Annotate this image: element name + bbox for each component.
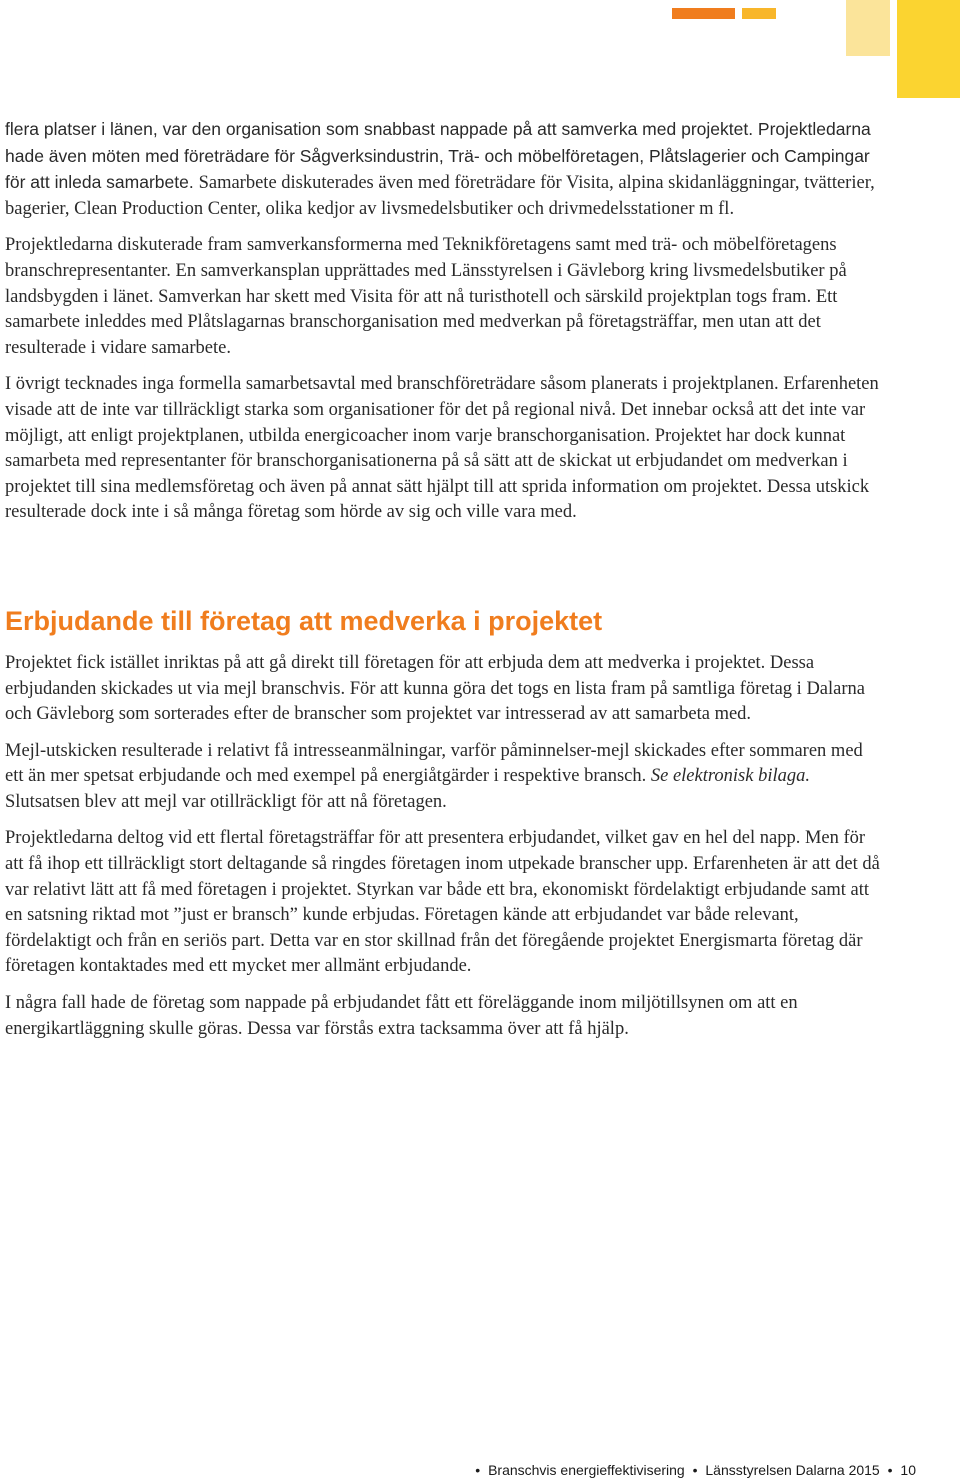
footer-bullet: • [887, 1462, 893, 1478]
paragraph-collaboration [5, 117, 885, 222]
paragraph-mail-results-start: Mejl-utskicken resulterade i relativt få intresseanmälningar, varför påminnelser-mejl skickades efter sommaren med ett än mer spetsat erbjudande och med exempel på energiåtgärder i respektive bransch. [5, 740, 863, 787]
document-body [5, 117, 885, 1053]
paragraph-cooperation-forms: Projektledarna diskuterade fram samverkansformerna med Teknikföretagens samt med trä- och möbelföretagens branschrepresentanter. En samverkansplan upprättades med Länsstyrelsen i Gävleborg kring livsmedelsbutiker på landsbygden i länet. Samverkan har skett med Visita för att nå turisthotell och särskild projektplan togs fram. Ett samarbete inleddes med Plåtslagarnas branschorganisation med medverkan på företagsträffar, men utan att det resulterade i vidare samarbete. [5, 235, 847, 358]
electronic-appendix-reference: Se elektronisk bilaga. [650, 766, 810, 787]
decorative-bar-orange [672, 8, 735, 19]
paragraph-mail-results [5, 739, 885, 816]
footer-bullet: • [692, 1462, 698, 1478]
footer-document-title: Branschvis energieffektivisering [488, 1462, 685, 1478]
decorative-block-yellow [897, 0, 960, 98]
paragraph-agreements: I övrigt tecknades inga formella samarbetsavtal med branschföreträdare såsom planerats i projektplanen. Erfarenheten visade att de inte var tillräckligt starka som organisationer för det på regional nivå. Det innebar också att det inte var möjligt, att enligt projektplanen, utbilda energicoacher inom varje branschorganisation. Projektet har dock kunnat samarbeta med representanter för branschorganisationerna på så sätt att de skickat ut erbjudandet om medverkan i projektet till sina medlemsföretag och även på annat sätt hjälpt till att sprida information om projektet. Dessa utskick resulterade dock inte i så många företag som hörde av sig och ville vara med. [5, 374, 879, 523]
paragraph-collaboration-sans: flera platser i länen, var den organisation som snabbast nappade på att samverka med projektet. Projektledarna hade även möten med företrädare för Sågverksindustrin, Trä- och möbelföretagen, Plåtslagerier och Campingar för att inleda samarbete. [5, 119, 871, 193]
paragraph-mail-results-end: Slutsatsen blev att mejl var otillräckligt för att nå företagen. [5, 791, 447, 812]
decorative-block-pale-yellow [846, 0, 890, 56]
section-spacer [5, 537, 885, 603]
footer-publisher: Länsstyrelsen Dalarna 2015 [705, 1462, 880, 1478]
section-heading: Erbjudande till företag att medverka i projektet [5, 605, 603, 636]
decorative-bar-light-orange [742, 8, 776, 19]
page-footer [471, 1462, 916, 1478]
paragraph-injunctions: I några fall hade de företag som nappade på erbjudandet fått ett föreläggande inom miljötillsynen om att en energikartläggning skulle göras. Dessa var förstås extra tacksamma över att få hjälp. [5, 993, 798, 1039]
paragraph-direct-offer: Projektet fick istället inriktas på att gå direkt till företagen för att erbjuda dem att medverka i projektet. Dessa erbjudanden skickades ut via mejl branschvis. För att kunna göra det togs en lista fram på samtliga företag i Dalarna och Gävleborg som sorterades efter de branscher som projektet var intresserad av att samarbeta med. [5, 652, 865, 725]
page-number: 10 [900, 1462, 916, 1478]
paragraph-collaboration-serif: Samarbete diskuterades även med företrädare för Visita, alpina skidanläggningar, tvätterier, bagerier, Clean Production Center, olika kedjor av livsmedelsbutiker och drivmedelsstationer m fl. [5, 173, 875, 219]
footer-bullet: • [475, 1462, 481, 1478]
paragraph-company-meetings: Projektledarna deltog vid ett flertal företagsträffar för att presentera erbjudandet, vilket gav en hel del napp. Men för att få ihop ett tillräckligt stort deltagande så ringdes företagen inom utpekade branscher upp. Erfarenheten är att det då var relativt lätt att få med företagen i projektet. Styrkan var både ett bra, ekonomiskt fördelaktigt erbjudande samt att en satsning riktad mot ”just er bransch” kunde erbjudas. Företagen kände att erbjudandet var både relevant, fördelaktigt och från en seriös part. Detta var en stor skillnad från det föregående projektet Energismarta företag där företagen kontaktades med ett mycket mer allmänt erbjudande. [5, 828, 880, 977]
